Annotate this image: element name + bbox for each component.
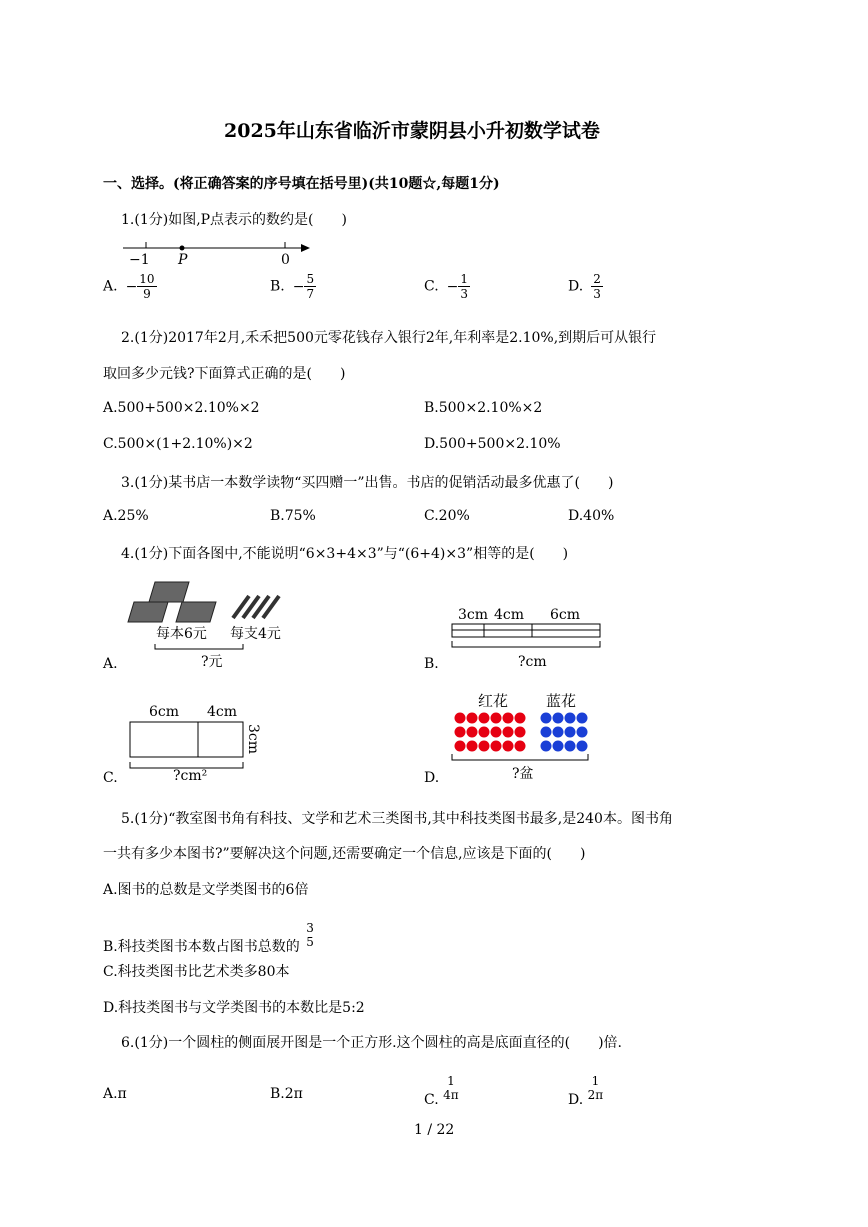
red-flower-dot bbox=[479, 727, 490, 738]
red-flower-dot bbox=[503, 713, 514, 724]
total-label: ?cm² bbox=[173, 768, 208, 784]
total-label: ?元 bbox=[201, 654, 223, 670]
blue-flower-dot bbox=[541, 713, 552, 724]
q4-figure-b bbox=[448, 600, 608, 672]
width-6cm-label: 6cm bbox=[149, 704, 180, 720]
red-flower-dot bbox=[515, 727, 526, 738]
sign: − bbox=[125, 278, 138, 295]
q3-option-c[interactable]: C.20% bbox=[424, 508, 470, 524]
q3-option-b[interactable]: B.75% bbox=[270, 508, 316, 524]
q6-option-d[interactable] bbox=[568, 1074, 604, 1114]
option-label: D. bbox=[568, 1092, 584, 1108]
fraction: 1 2π bbox=[587, 1074, 604, 1102]
q5-option-b[interactable] bbox=[103, 921, 316, 961]
red-flower-dot bbox=[467, 727, 478, 738]
point-p bbox=[180, 246, 185, 251]
red-flower-dot bbox=[515, 713, 526, 724]
q6-stem: 6.(1分)一个圆柱的侧面展开图是一个正方形.这个圆柱的高是底面直径的( )倍. bbox=[121, 1035, 623, 1051]
q3-option-a[interactable]: A.25% bbox=[103, 508, 149, 524]
q6-option-c[interactable] bbox=[424, 1074, 459, 1114]
q3-option-d[interactable]: D.40% bbox=[568, 508, 615, 524]
blue-flower-dot bbox=[553, 713, 564, 724]
red-flower-dot bbox=[479, 741, 490, 752]
q1-stem: 1.(1分)如图,P点表示的数约是( ) bbox=[121, 212, 347, 228]
red-flower-dot bbox=[455, 713, 466, 724]
tick-zero: 0 bbox=[281, 252, 290, 268]
blue-flower-dot bbox=[565, 713, 576, 724]
width-4cm-label: 4cm bbox=[207, 704, 238, 720]
blue-flower-dot bbox=[541, 741, 552, 752]
red-flower-dot bbox=[467, 741, 478, 752]
blue-flower-dot bbox=[577, 741, 588, 752]
q3-stem: 3.(1分)某书店一本数学读物“买四赠一”出售。书店的促销活动最多优惠了( ) bbox=[121, 475, 614, 491]
blue-flower-dot bbox=[577, 713, 588, 724]
page-title: 2025年山东省临沂市蒙阴县小升初数学试卷 bbox=[224, 120, 600, 142]
pencil-icon bbox=[233, 596, 279, 618]
red-flower-dot bbox=[503, 727, 514, 738]
total-label: ?cm bbox=[518, 654, 547, 670]
q5-line1: 5.(1分)“教室图书角有科技、文学和艺术三类图书,其中科技类图书最多,是240本。图书角 bbox=[121, 811, 673, 827]
pen-price-label: 每支4元 bbox=[230, 626, 281, 642]
blue-flower-dot bbox=[553, 727, 564, 738]
tick-minus-one: −1 bbox=[129, 252, 150, 268]
red-flower-dot bbox=[491, 727, 502, 738]
q2-line1: 2.(1分)2017年2月,禾禾把500元零花钱存入银行2年,年利率是2.10%,到期后可从银行 bbox=[121, 330, 657, 346]
q2-option-b[interactable]: B.500×2.10%×2 bbox=[424, 400, 543, 416]
q4-stem: 4.(1分)下面各图中,不能说明“6×3+4×3”与“(6+4)×3”相等的是( ) bbox=[121, 546, 569, 562]
blue-flower-dot bbox=[577, 727, 588, 738]
q5-line2: 一共有多少本图书?”要解决这个问题,还需要确定一个信息,应该是下面的( ) bbox=[103, 846, 586, 862]
q2-option-a[interactable]: A.500+500×2.10%×2 bbox=[103, 400, 260, 416]
blue-flower-dot bbox=[565, 727, 576, 738]
red-flower-dot bbox=[515, 741, 526, 752]
total-label: ?盆 bbox=[512, 766, 534, 782]
q1-option-b[interactable] bbox=[270, 272, 316, 301]
q4-option-b[interactable]: B. bbox=[424, 656, 439, 672]
option-label: C. bbox=[424, 1092, 439, 1108]
red-flower-dot bbox=[455, 741, 466, 752]
red-flower-dot bbox=[467, 713, 478, 724]
red-flower-dot bbox=[503, 741, 514, 752]
blue-flower-dot bbox=[541, 727, 552, 738]
red-flower-label: 红花 bbox=[478, 692, 509, 710]
fraction: 1 4π bbox=[443, 1074, 459, 1102]
page-number: 1 / 22 bbox=[414, 1122, 455, 1138]
q4-option-d[interactable]: D. bbox=[424, 770, 440, 786]
q1-option-a[interactable] bbox=[103, 272, 157, 301]
height-3cm-label: 3cm bbox=[245, 724, 261, 755]
blue-flower-dot bbox=[553, 741, 564, 752]
fraction: 3 5 bbox=[306, 921, 314, 949]
q2-option-c[interactable]: C.500×(1+2.10%)×2 bbox=[103, 436, 253, 452]
fraction: $\frac{10}{9}$ bbox=[139, 272, 155, 301]
red-flower-dot bbox=[491, 741, 502, 752]
book-price-label: 每本6元 bbox=[156, 626, 207, 642]
q1-option-d[interactable] bbox=[568, 272, 603, 301]
blue-flower-dot bbox=[565, 741, 576, 752]
q1-option-c[interactable] bbox=[424, 272, 470, 301]
option-label: B. bbox=[270, 278, 285, 295]
option-label: D. bbox=[568, 278, 584, 295]
q4-option-a[interactable]: A. bbox=[103, 656, 118, 672]
q5-option-d[interactable]: D.科技类图书与文学类图书的本数比是5:2 bbox=[103, 1000, 365, 1016]
segment-6cm-label: 6cm bbox=[550, 607, 581, 623]
q4-figure-c bbox=[125, 700, 265, 782]
option-label: C. bbox=[424, 278, 439, 295]
q4-option-c[interactable]: C. bbox=[103, 770, 118, 786]
q2-option-d[interactable]: D.500+500×2.10% bbox=[424, 436, 561, 452]
book-icon bbox=[128, 582, 216, 622]
sign: − bbox=[446, 278, 459, 295]
option-text: B.科技类图书本数占图书总数的 bbox=[103, 939, 300, 955]
red-flower-dot bbox=[479, 713, 490, 724]
q5-option-a[interactable]: A.图书的总数是文学类图书的6倍 bbox=[103, 882, 309, 898]
fraction: $\frac{5}{7}$ bbox=[306, 272, 315, 301]
tick-p: P bbox=[178, 252, 188, 268]
blue-flower-label: 蓝花 bbox=[546, 692, 577, 710]
q6-option-a[interactable]: A.π bbox=[103, 1086, 127, 1102]
flower-dots bbox=[455, 713, 588, 752]
q6-option-b[interactable]: B.2π bbox=[270, 1086, 303, 1102]
number-line bbox=[120, 240, 320, 270]
section-heading: 一、选择。(将正确答案的序号填在括号里)(共10题☆,每题1分) bbox=[103, 176, 500, 192]
red-flower-dot bbox=[491, 713, 502, 724]
option-label: A. bbox=[103, 278, 118, 295]
segment-4cm-label: 4cm bbox=[494, 607, 525, 623]
q5-option-c[interactable]: C.科技类图书比艺术类多80本 bbox=[103, 964, 290, 980]
fraction: $\frac{1}{3}$ bbox=[460, 272, 469, 301]
red-flower-dot bbox=[455, 727, 466, 738]
q4-figure-a bbox=[125, 578, 295, 673]
sign: − bbox=[292, 278, 305, 295]
fraction: $\frac{2}{3}$ bbox=[593, 272, 601, 301]
q2-line2: 取回多少元钱?下面算式正确的是( ) bbox=[103, 366, 346, 382]
q4-figure-d bbox=[448, 688, 598, 784]
segment-3cm-label: 3cm bbox=[458, 607, 489, 623]
